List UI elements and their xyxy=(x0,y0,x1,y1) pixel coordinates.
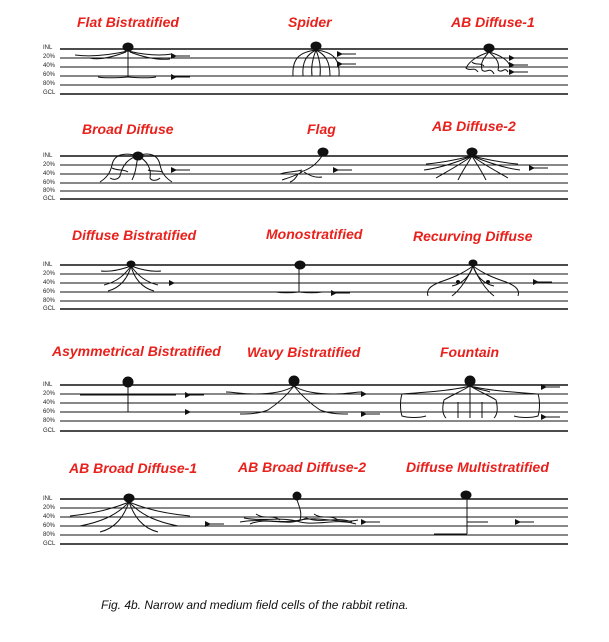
depth-label-60: 60% xyxy=(43,409,56,415)
lamina-lines-row-4 xyxy=(60,385,568,431)
cell-title-broad-diffuse: Broad Diffuse xyxy=(82,121,174,137)
depth-label-80: 80% xyxy=(43,188,56,194)
cell-title-recurving-diffuse: Recurving Diffuse xyxy=(413,228,533,244)
depth-label-20: 20% xyxy=(43,162,56,168)
depth-label-40: 40% xyxy=(43,280,56,286)
depth-label-20: 20% xyxy=(43,505,56,511)
cell-drawing-ab-diffuse-2 xyxy=(424,148,548,180)
lamina-lines-row-2 xyxy=(60,156,568,199)
depth-label-60: 60% xyxy=(43,523,56,529)
depth-label-inl: INL xyxy=(43,262,53,268)
cell-title-wavy-bistratified: Wavy Bistratified xyxy=(247,344,361,360)
depth-label-inl: INL xyxy=(43,496,53,502)
depth-label-60: 60% xyxy=(43,72,56,78)
depth-label-inl: INL xyxy=(43,153,53,159)
cell-title-fountain: Fountain xyxy=(440,344,500,360)
cell-title-ab-diffuse-2: AB Diffuse-2 xyxy=(432,118,516,134)
depth-label-60: 60% xyxy=(43,289,56,295)
depth-label-40: 40% xyxy=(43,171,56,177)
depth-label-gcl: GCL xyxy=(43,90,56,96)
depth-label-20: 20% xyxy=(43,271,56,277)
depth-label-80: 80% xyxy=(43,298,56,304)
depth-label-gcl: GCL xyxy=(43,541,56,547)
depth-label-gcl: GCL xyxy=(43,428,56,434)
cell-title-flat-bistratified: Flat Bistratified xyxy=(77,14,179,30)
depth-label-80: 80% xyxy=(43,532,56,538)
cell-title-asymmetrical-bistratified: Asymmetrical Bistratified xyxy=(52,343,221,359)
depth-label-80: 80% xyxy=(43,418,56,424)
cell-title-monostratified: Monostratified xyxy=(266,226,363,242)
depth-label-gcl: GCL xyxy=(43,306,56,312)
depth-label-inl: INL xyxy=(43,45,53,51)
cell-title-diffuse-multistratified: Diffuse Multistratified xyxy=(406,459,549,475)
depth-label-60: 60% xyxy=(43,180,56,186)
cell-title-ab-diffuse-1: AB Diffuse-1 xyxy=(451,14,535,30)
lamina-lines-row-5 xyxy=(60,499,568,544)
depth-label-40: 40% xyxy=(43,514,56,520)
cell-drawing-diffuse-multistratified xyxy=(434,491,534,534)
cell-drawing-wavy-bistratified xyxy=(226,376,380,414)
depth-label-gcl: GCL xyxy=(43,196,56,202)
cell-drawing-spider xyxy=(293,42,356,76)
cell-title-flag: Flag xyxy=(307,121,336,137)
figure-caption: Fig. 4b. Narrow and medium field cells of the rabbit retina. xyxy=(101,598,409,612)
depth-label-80: 80% xyxy=(43,81,56,87)
depth-label-inl: INL xyxy=(43,382,53,388)
cell-title-diffuse-bistratified: Diffuse Bistratified xyxy=(72,227,197,243)
lamina-lines-row-3 xyxy=(60,265,568,309)
cell-title-ab-broad-diffuse-1: AB Broad Diffuse-1 xyxy=(69,460,198,476)
depth-label-40: 40% xyxy=(43,63,56,69)
depth-label-20: 20% xyxy=(43,54,56,60)
cell-title-spider: Spider xyxy=(288,14,332,30)
cell-title-ab-broad-diffuse-2: AB Broad Diffuse-2 xyxy=(238,459,367,475)
depth-label-40: 40% xyxy=(43,400,56,406)
depth-label-20: 20% xyxy=(43,391,56,397)
